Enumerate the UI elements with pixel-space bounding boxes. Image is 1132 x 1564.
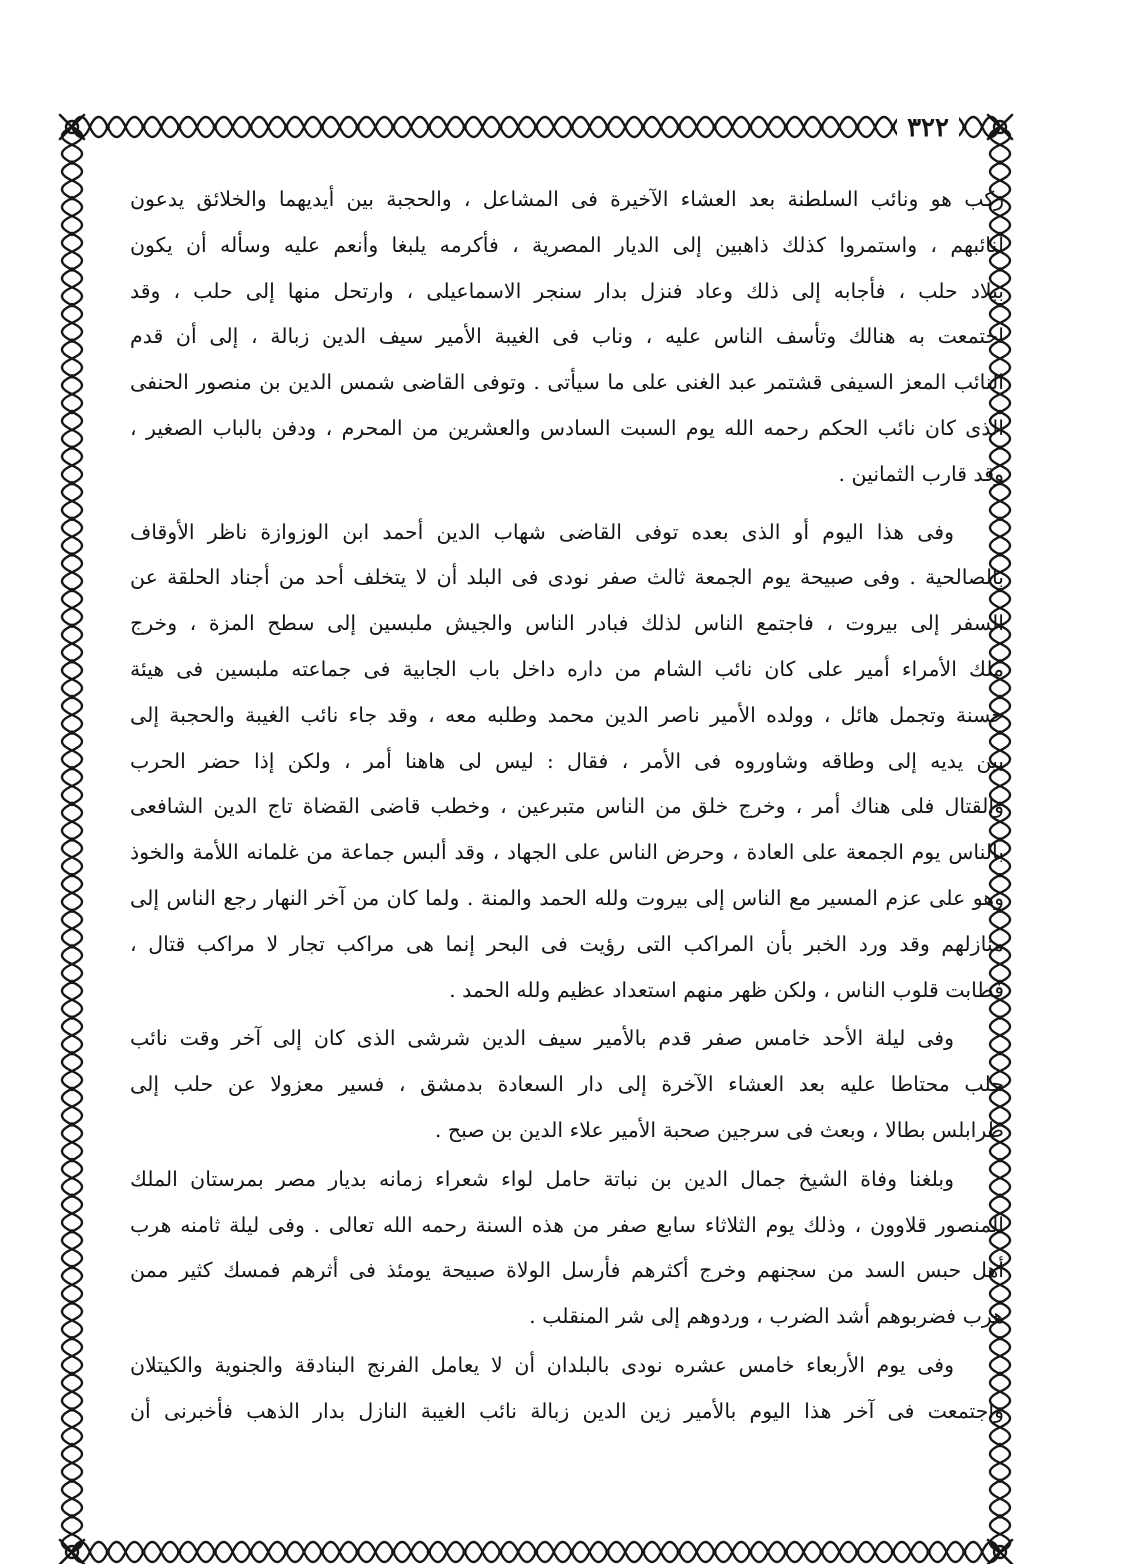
corner-ornament <box>60 115 84 139</box>
text-line: السفر إلى بيروت ، فاجتمع الناس لذلك فبادر الناس والجيش ملبسين إلى سطح المزة ، وخرج <box>130 611 1004 636</box>
text-line: هرب فضربوهم أشد الضرب ، وردوهم إلى شر المنقلب . <box>529 1304 1004 1329</box>
text-line: والقتال فلى هناك أمر ، وخرج خلق من الناس متبرعين ، وخطب قاضى القضاة تاج الدين الشافعى <box>130 794 1004 819</box>
corner-ornament <box>988 115 1012 139</box>
corner-ornament <box>60 1540 84 1564</box>
page-number: ٣٢٢ <box>897 112 959 144</box>
text-line: بالصالحية . وفى صبيحة يوم الجمعة ثالث صفر نودى فى البلد أن لا يتخلف أحد من أجناد الحلقة عن <box>130 565 1004 590</box>
corner-ornament <box>988 1540 1012 1564</box>
text-line: وقد قارب الثمانين . <box>838 461 1004 486</box>
text-line: وهو على عزم المسير مع الناس إلى بيروت ولله الحمد والمنة . ولما كان من آخر النهار رجع الناس إلى <box>130 885 1004 910</box>
text-line: واجتمعت فى آخر هذا اليوم بالأمير زين الدين زبالة نائب الغيبة النازل بدار الذهب فأخبرنى أن <box>130 1398 1004 1423</box>
text-line: بين يديه إلى وطاقه وشاوروه فى الأمر ، فقال : ليس لى هاهنا أمر ، ولكن إذا حضر الحرب <box>130 748 1004 773</box>
text-line: المنصور قلاوون ، وذلك يوم الثلاثاء سابع صفر من هذه السنة رحمه الله تعالى . وفى ليلة ثامنه هرب <box>130 1212 1004 1237</box>
text-line: ببلاد حلب ، فأجابه إلى ذلك وعاد فنزل بدار سنجر الاسماعيلى ، وارتحل منها إلى حلب ، وقد <box>130 278 1004 303</box>
text-line: ركب هو ونائب السلطنة بعد العشاء الآخيرة فى المشاعل ، والحجبة بين أيديهما والخلائق يدعون <box>130 187 1004 211</box>
text-line: أهل حبس السد من سجنهم وخرج أكثرهم فأرسل الولاة صبيحة يومئذ فى أثرهم فمسك كثير ممن <box>130 1258 1004 1283</box>
border-top-chain <box>70 117 1002 137</box>
border-bottom-chain <box>70 1542 1002 1562</box>
text-line: منازلهم وقد ورد الخبر بأن المراكب التى رؤيت فى البحر إنما هى مراكب تجار لا مراكب قتال ، <box>130 931 1004 956</box>
text-line: طرابلس بطالا ، وبعث فى سرجين صحبة الأمير علاء الدين بن صبح . <box>434 1117 1004 1142</box>
text-line: بالناس يوم الجمعة على العادة ، وحرض الناس على الجهاد ، وقد ألبس جماعة من غلمانه اللأمة والخوذ <box>130 840 1004 865</box>
body-text <box>130 177 1004 1435</box>
text-line: فطابت قلوب الناس ، ولكن ظهر منهم استعداد عظيم ولله الحمد . <box>449 977 1004 1002</box>
text-line: ملك الأمراء أمير على كان نائب الشام من داره داخل باب الجابية فى جماعته ملبسين فى هيئة <box>130 656 1004 681</box>
paragraph-first-line: وفى هذا اليوم أو الذى بعده توفى القاضى شهاب الدين أحمد ابن الوزوازة ناظر الأوقاف <box>130 519 954 544</box>
paragraph-first-line: وفى يوم الأربعاء خامس عشره نودى بالبلدان أن لا يعامل الفرنج البنادقة والجنوية والكيتلان <box>130 1352 954 1377</box>
paragraph-first-line: وبلغنا وفاة الشيخ جمال الدين بن نباتة حامل لواء شعراء زمانه بديار مصر بمرستان الملك <box>130 1166 954 1191</box>
text-line: حسنة وتجمل هائل ، وولده الأمير ناصر الدين محمد وطلبه معه ، وقد جاء نائب الغيبة والحجبة إلى <box>130 702 1004 727</box>
text-line: حلب محتاطا عليه بعد العشاء الآخرة إلى دار السعادة بدمشق ، فسير معزولا عن حلب إلى <box>130 1072 1004 1097</box>
text-line: الذى كان نائب الحكم رحمه الله يوم السبت السادس والعشرين من المحرم ، ودفن بالباب الصغير ، <box>130 415 1004 440</box>
text-line: لنائبهم ، واستمروا كذلك ذاهبين إلى الديار المصرية ، فأكرمه يلبغا وأنعم عليه وسأله أن يكون <box>130 232 1004 257</box>
paragraph-first-line: وفى ليلة الأحد خامس صفر قدم بالأمير سيف الدين شرشى الذى كان إلى آخر وقت نائب <box>130 1026 954 1051</box>
text-line: النائب المعز السيفى قشتمر عبد الغنى على ما سيأتى . وتوفى القاضى شمس الدين بن منصور الحنفى <box>130 370 1004 395</box>
border-left-chain <box>62 125 82 1554</box>
text-line: اجتمعت به هنالك وتأسف الناس عليه ، وناب فى الغيبة الأمير سيف الدين زبالة ، إلى أن قدم <box>130 324 1004 349</box>
